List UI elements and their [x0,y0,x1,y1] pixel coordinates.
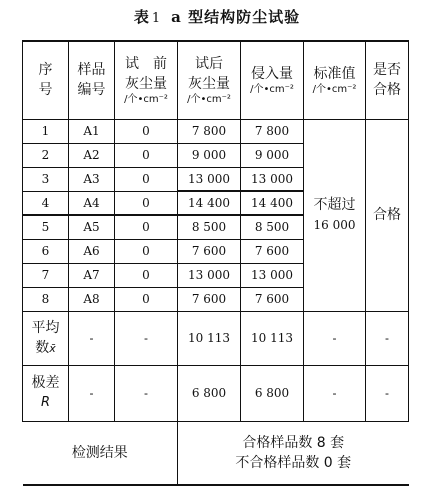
average-pass: - [366,311,409,365]
cell-seq: 7 [23,263,69,287]
table-caption: a 型结构防尘试验 [171,8,301,26]
cell-after: 7 600 [178,287,241,311]
cell-after: 14 400 [178,191,241,215]
average-intrusion: 10 113 [241,311,304,365]
cell-intrusion: 9 000 [241,143,304,167]
cell-before: 0 [115,191,178,215]
cell-after: 8 500 [178,215,241,239]
range-row [23,365,409,421]
table-number: 1 [151,11,162,26]
range-pass: - [366,365,409,421]
header-after: 试后 灰尘量 /个•cm⁻² [178,41,241,119]
header-row [23,41,409,119]
cell-before: 0 [115,143,178,167]
header-sample: 样品 编号 [69,41,115,119]
header-before: 试 前 灰尘量 /个•cm⁻² [115,41,178,119]
cell-after: 13 000 [178,167,241,191]
pass-value-cell: 合格 [366,119,409,311]
result-value: 合格样品数 8 套 不合格样品数 0 套 [178,421,409,485]
range-id: - [69,365,115,421]
average-before: - [115,311,178,365]
cell-id: A8 [69,287,115,311]
cell-before: 0 [115,287,178,311]
cell-before: 0 [115,263,178,287]
cell-id: A1 [69,119,115,143]
cell-before: 0 [115,167,178,191]
table-row [23,119,409,143]
cell-intrusion: 7 600 [241,239,304,263]
average-row [23,311,409,365]
header-pass: 是否 合格 [366,41,409,119]
cell-before: 0 [115,119,178,143]
cell-id: A5 [69,215,115,239]
result-label: 检测结果 [23,421,178,485]
result-row [23,421,409,485]
range-intrusion: 6 800 [241,365,304,421]
average-after: 10 113 [178,311,241,365]
cell-id: A4 [69,191,115,215]
cell-intrusion: 13 000 [241,167,304,191]
cell-after: 7 600 [178,239,241,263]
cell-seq: 8 [23,287,69,311]
average-id: - [69,311,115,365]
cell-intrusion: 7 600 [241,287,304,311]
cell-seq: 2 [23,143,69,167]
range-after: 6 800 [178,365,241,421]
cell-id: A6 [69,239,115,263]
dust-test-table [22,40,409,486]
range-before: - [115,365,178,421]
cell-id: A3 [69,167,115,191]
cell-intrusion: 13 000 [241,263,304,287]
cell-seq: 4 [23,191,69,215]
cell-seq: 3 [23,167,69,191]
header-intrusion: 侵入量 /个•cm⁻² [241,41,304,119]
standard-value-cell: 不超过 16 000 [304,119,366,311]
range-standard: - [304,365,366,421]
cell-after: 13 000 [178,263,241,287]
cell-after: 9 000 [178,143,241,167]
cell-seq: 5 [23,215,69,239]
cell-seq: 1 [23,119,69,143]
cell-intrusion: 8 500 [241,215,304,239]
header-standard: 标准值 /个•cm⁻² [304,41,366,119]
cell-after: 7 800 [178,119,241,143]
average-label: 平均 数x̄ [23,311,69,365]
table-label: 表 [133,8,150,26]
average-standard: - [304,311,366,365]
cell-id: A7 [69,263,115,287]
table-title [0,6,434,27]
cell-before: 0 [115,239,178,263]
cell-intrusion: 7 800 [241,119,304,143]
cell-intrusion: 14 400 [241,191,304,215]
header-seq: 序 号 [23,41,69,119]
cell-before: 0 [115,215,178,239]
cell-seq: 6 [23,239,69,263]
cell-id: A2 [69,143,115,167]
range-label: 极差 R [23,365,69,421]
